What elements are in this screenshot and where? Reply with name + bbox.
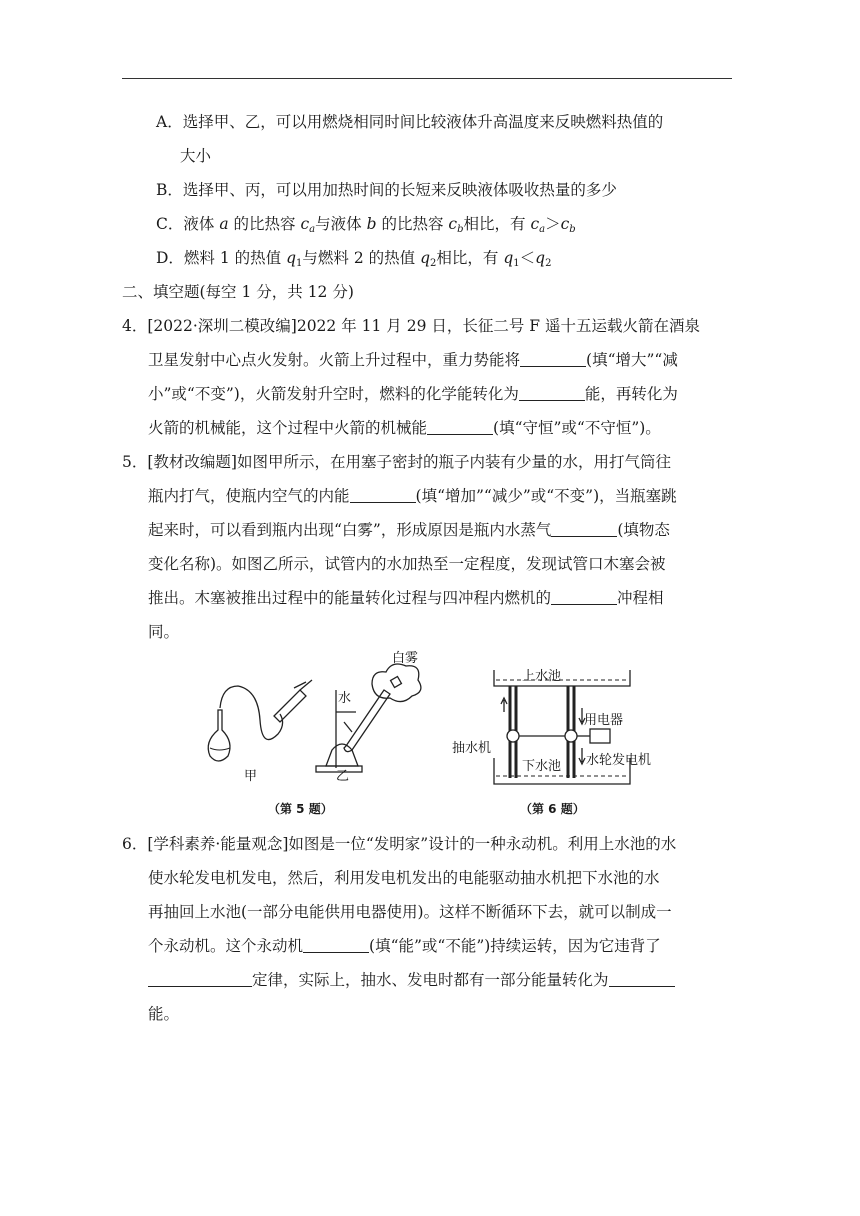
q5-line6: 同。	[148, 623, 180, 641]
q6-blank-2[interactable]	[148, 972, 252, 987]
q6-line3: 再抽回上水池(一部分电能供用电器使用)。这样不断循环下去，就可以制成一	[148, 903, 672, 921]
q4-line4: 火箭的机械能，这个过程中火箭的机械能 (填“守恒”或“不守恒”)。	[148, 419, 661, 437]
q5-line2: 瓶内打气，使瓶内空气的内能 (填“增加”“减少”或“不变”)，当瓶塞跳	[148, 487, 677, 505]
q4-line3: 小”或“不变”)，火箭发射升空时，燃料的化学能转化为 能，再转化为	[148, 385, 678, 403]
figure-5-caption: （第 5 题）	[268, 802, 333, 816]
q5-line5: 推出。木塞被推出过程中的能量转化过程与四冲程内燃机的 冲程相	[148, 589, 664, 607]
q5-line3: 起来时，可以看到瓶内出现“白雾”，形成原因是瓶内水蒸气 (填物态	[148, 521, 670, 539]
label-generator: 水轮发电机	[586, 753, 652, 768]
q6-line6: 能。	[148, 1005, 180, 1023]
q6-line1: 6．[学科素养·能量观念]如图是一位“发明家”设计的一种永动机。利用上水池的水	[122, 835, 677, 853]
q5-blank-2[interactable]	[551, 522, 617, 537]
option-c: C．液体 a 的比热容 $c_a$与液体 b 的比热容 $c_b$相比，有 $c_a>c_b$	[156, 215, 576, 235]
q6-line2: 使水轮发电机发电，然后，利用发电机发出的电能驱动抽水机把下水池的水	[148, 869, 660, 887]
q4-blank-2[interactable]	[519, 386, 585, 401]
q4-blank-1[interactable]	[520, 352, 586, 367]
label-jia: 甲	[244, 769, 258, 784]
appliance-box	[590, 729, 610, 743]
section-heading: 二、填空题(每空 1 分，共 12 分)	[122, 283, 354, 301]
q5-line4: 变化名称)。如图乙所示，试管内的水加热至一定程度，发现试管口木塞会被	[148, 555, 666, 573]
q4-blank-3[interactable]	[427, 420, 493, 435]
label-water: 水	[338, 691, 352, 706]
figure-6-caption: （第 6 题）	[520, 802, 585, 816]
label-appliance: 用电器	[584, 713, 624, 728]
q6-blank-1[interactable]	[303, 938, 369, 953]
option-a-line1: A．选择甲、乙，可以用燃烧相同时间比较液体升高温度来反映燃料热值的	[156, 113, 664, 131]
label-lower-pool: 下水池	[522, 759, 562, 774]
q6-blank-3[interactable]	[609, 972, 675, 987]
generator-wheel	[565, 730, 577, 742]
pump-wheel	[507, 730, 519, 742]
air-tube	[220, 686, 283, 740]
header-rule	[122, 78, 732, 79]
q5-blank-1[interactable]	[350, 488, 416, 503]
q4-line2: 卫星发射中心点火发射。火箭上升过程中，重力势能将 (填“增大”“减	[148, 351, 678, 369]
upper-pool	[494, 670, 630, 686]
label-fog: 白雾	[392, 651, 419, 666]
q5-blank-3[interactable]	[551, 590, 617, 605]
q4-line1: 4．[2022·深圳二模改编]2022 年 11 月 29 日，长征二号 F 遥十五运载火箭在酒泉	[122, 317, 700, 335]
q6-line5: 定律，实际上，抽水、发电时都有一部分能量转化为	[148, 970, 675, 990]
q5-line1: 5．[教材改编题]如图甲所示，在用塞子密封的瓶子内装有少量的水，用打气筒往	[122, 453, 671, 471]
option-d: D．燃料 1 的热值 $q_1$与燃料 2 的热值 $q_2$相比，有 $q_1<q_2$	[156, 249, 552, 269]
figure-6	[450, 652, 680, 792]
air-pump	[274, 690, 306, 722]
q6-line4: 个永动机。这个永动机 (填“能”或“不能”)持续运转，因为它违背了	[148, 937, 661, 955]
figure-5	[196, 650, 426, 790]
flask	[208, 710, 230, 761]
option-a-line2: 大小	[180, 147, 212, 165]
label-yi: 乙	[336, 769, 350, 784]
label-pump: 抽水机	[452, 741, 492, 756]
option-b: B．选择甲、丙，可以用加热时间的长短来反映液体吸收热量的多少	[156, 181, 617, 199]
label-upper-pool: 上水池	[522, 669, 562, 684]
